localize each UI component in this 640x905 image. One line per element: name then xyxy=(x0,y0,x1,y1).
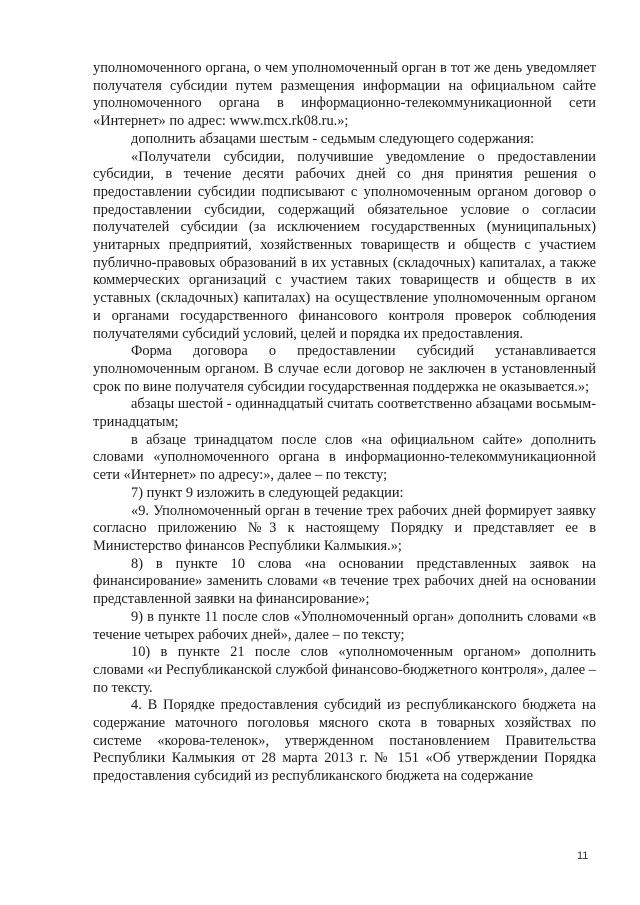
paragraph-renumbering: абзацы шестой - одиннадцатый считать соответственно абзацами восьмым-тринадцатым; xyxy=(93,396,596,431)
paragraph-item-8: 8) в пункте 10 слова «на основании представленных заявок на финансирование» заменить словами «в течение трех рабочих дней на основании представленной заявки на финансирование»; xyxy=(93,555,596,608)
paragraph-contract-form: Форма договора о предоставлении субсидий устанавливается уполномоченным органом. В случае если договор не заключен в установленный срок по вине получателя субсидии государственная поддержка не оказывается.»; xyxy=(93,343,596,395)
paragraph-item-7: 7) пункт 9 изложить в следующей редакции: xyxy=(131,484,404,501)
document-body xyxy=(93,60,596,786)
paragraph-continuation: уполномоченного органа, о чем уполномоченный орган в тот же день уведомляет получателя субсидии путем размещения информации на официальном сайте уполномоченного органа в информационно-телекоммуникационной сети «Интернет» по адрес: www.mcx.rk08.ru.»; xyxy=(93,60,596,130)
paragraph-item-10: 10) в пункте 21 после слов «уполномоченным органом» дополнить словами «и Республиканской службой финансово-бюджетного контроля», далее – по тексту. xyxy=(93,644,596,696)
paragraph-quoted-recipients: «Получатели субсидии, получившие уведомление о предоставлении субсидии, в течение десяти рабочих дней со дня принятия решения о предоставлении субсидии подписывают с уполномоченным органом договор о предоставлении субсидии, содержащий обязательное условие о согласии получателей субсидии (за исключением государственных (муниципальных) унитарных предприятий, хозяйственных товариществ и обществ с участием публично-правовых образований в их уставных (складочных) капиталах, а также коммерческих организаций с участием таких товариществ и обществ в их уставных (складочных) капиталах) на осуществление уполномоченным органом и органами государственного финансового контроля проверок соблюдения получателями субсидий условий, целей и порядка их предоставления. xyxy=(93,148,596,342)
page-number: 11 xyxy=(577,850,589,862)
paragraph-section-4: 4. В Порядке предоставления субсидий из республиканского бюджета на содержание маточного поголовья мясного скота в товарных хозяйствах по системе «корова-теленок», утвержденном постановлением Правительства Республики Калмыкия от 28 марта 2013 г. № 151 «Об утверждении Порядка предоставления субсидий из республиканского бюджета на содержание xyxy=(93,697,596,785)
paragraph-item-9-text: «9. Уполномоченный орган в течение трех рабочих дней формирует заявку согласно приложению №3 к настоящему Порядку и представляет ее в Министерство финансов Республики Калмыкия.»; xyxy=(93,502,596,554)
paragraph-amendment-intro: дополнить абзацами шестым - седьмым следующего содержания: xyxy=(131,130,535,147)
paragraph-item-9: 9) в пункте 11 после слов «Уполномоченный орган» дополнить словами «в течение четырех рабочих дней», далее – по тексту; xyxy=(93,608,596,643)
paragraph-thirteenth: в абзаце тринадцатом после слов «на официальном сайте» дополнить словами «уполномоченного органа в информационно-телекоммуникационной сети «Интернет» по адресу:», далее – по тексту; xyxy=(93,431,596,484)
